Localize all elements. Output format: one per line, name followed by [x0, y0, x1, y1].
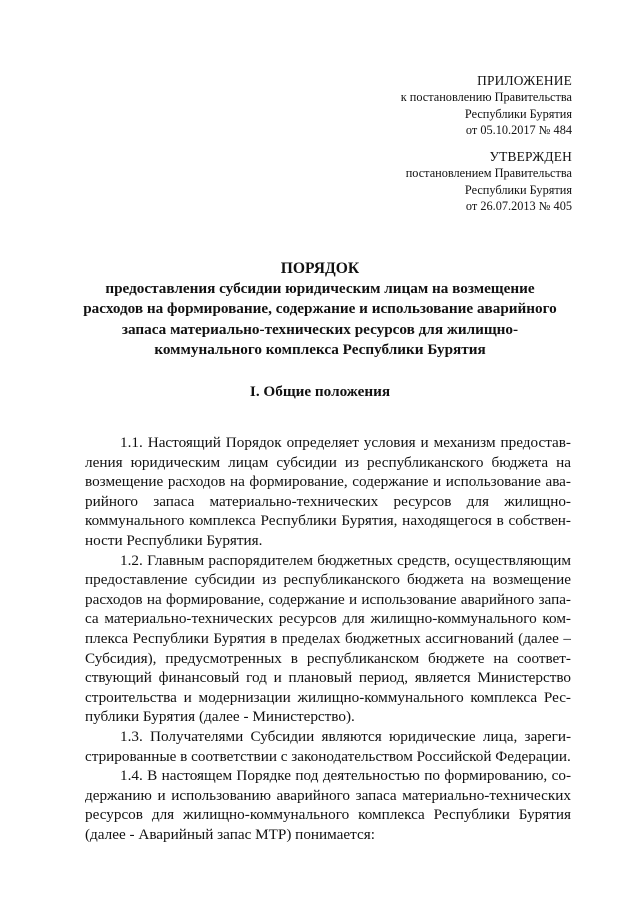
paragraph-line: расходов на формирование, содержание и использование аварийного запа-	[85, 590, 571, 608]
appendix-title: ПРИЛОЖЕНИЕ	[477, 73, 572, 88]
paragraph-line: 1.3. Получателями Субсидии являются юридические лица, зареги-	[120, 727, 571, 745]
paragraph-line: рийного запаса материально-технических ресурсов для жилищно-	[85, 492, 571, 510]
document-title-line: запаса материально-технических ресурсов для жилищно-	[121, 320, 519, 338]
appendix-stamp	[401, 73, 572, 138]
paragraph-line: ресурсов для жилищно-коммунального комплекса Республики Бурятия	[85, 806, 571, 824]
approved-title: УТВЕРЖДЕН	[489, 149, 572, 164]
paragraph-line: держанию и использованию аварийного запаса материально-технических	[85, 786, 571, 804]
paragraph-line: публики Бурятия (далее - Министерство).	[85, 708, 355, 726]
document-title-main: ПОРЯДОК	[280, 260, 360, 277]
section-heading: I. Общие положения	[249, 383, 391, 400]
appendix-line: Республики Бурятия	[464, 106, 572, 121]
paragraph-line: стрированные в соответствии с законодательством Российской Федерации.	[85, 747, 571, 765]
document-title	[70, 259, 570, 360]
paragraph-line: ствующий финансовый год и плановый период, является Министерство	[85, 669, 571, 687]
document-title-line: коммунального комплекса Республики Бурятия	[154, 340, 486, 358]
document-body	[85, 433, 571, 844]
paragraph-line: предоставление субсидии из республиканского бюджета на возмещение	[85, 571, 571, 589]
approved-date-number: от 26.07.2013 № 405	[465, 198, 572, 213]
paragraph-line: строительства и модернизации жилищно-коммунального комплекса Рес-	[85, 688, 571, 706]
approved-line: постановлением Правительства	[405, 166, 572, 181]
document-title-line: расходов на формирование, содержание и использование аварийного	[83, 300, 557, 318]
document-title-line: предоставления субсидии юридическим лицам на возмещение	[105, 280, 535, 298]
paragraph-line: са материально-технических ресурсов для жилищно-коммунального ком-	[85, 610, 571, 628]
paragraph-line: 1.2. Главным распорядителем бюджетных средств, осуществляющим	[120, 551, 571, 569]
paragraph-line: Субсидия), предусмотренных в республиканском бюджете на соответ-	[85, 649, 571, 667]
paragraph-line: плекса Республики Бурятия в пределах бюджетных ассигнований (далее –	[85, 629, 571, 647]
approved-line: Республики Бурятия	[464, 182, 572, 197]
appendix-date-number: от 05.10.2017 № 484	[465, 122, 572, 137]
paragraph-line: (далее - Аварийный запас МТР) понимается:	[85, 825, 375, 843]
paragraph-line: возмещение расходов на формирование, содержание и использование ава-	[85, 473, 571, 491]
paragraph-line: ления юридическим лицам субсидии из республиканского бюджета на	[85, 453, 571, 471]
paragraph-line: 1.1. Настоящий Порядок определяет условия и механизм предостав-	[120, 434, 571, 451]
appendix-line: к постановлению Правительства	[400, 90, 572, 105]
paragraph-line: 1.4. В настоящем Порядке под деятельностью по формированию, со-	[120, 767, 571, 785]
paragraph-line: коммунального комплекса Республики Бурятия, находящегося в собствен-	[85, 512, 571, 530]
paragraph-line: ности Республики Бурятия.	[85, 531, 263, 549]
approved-stamp	[406, 149, 572, 214]
